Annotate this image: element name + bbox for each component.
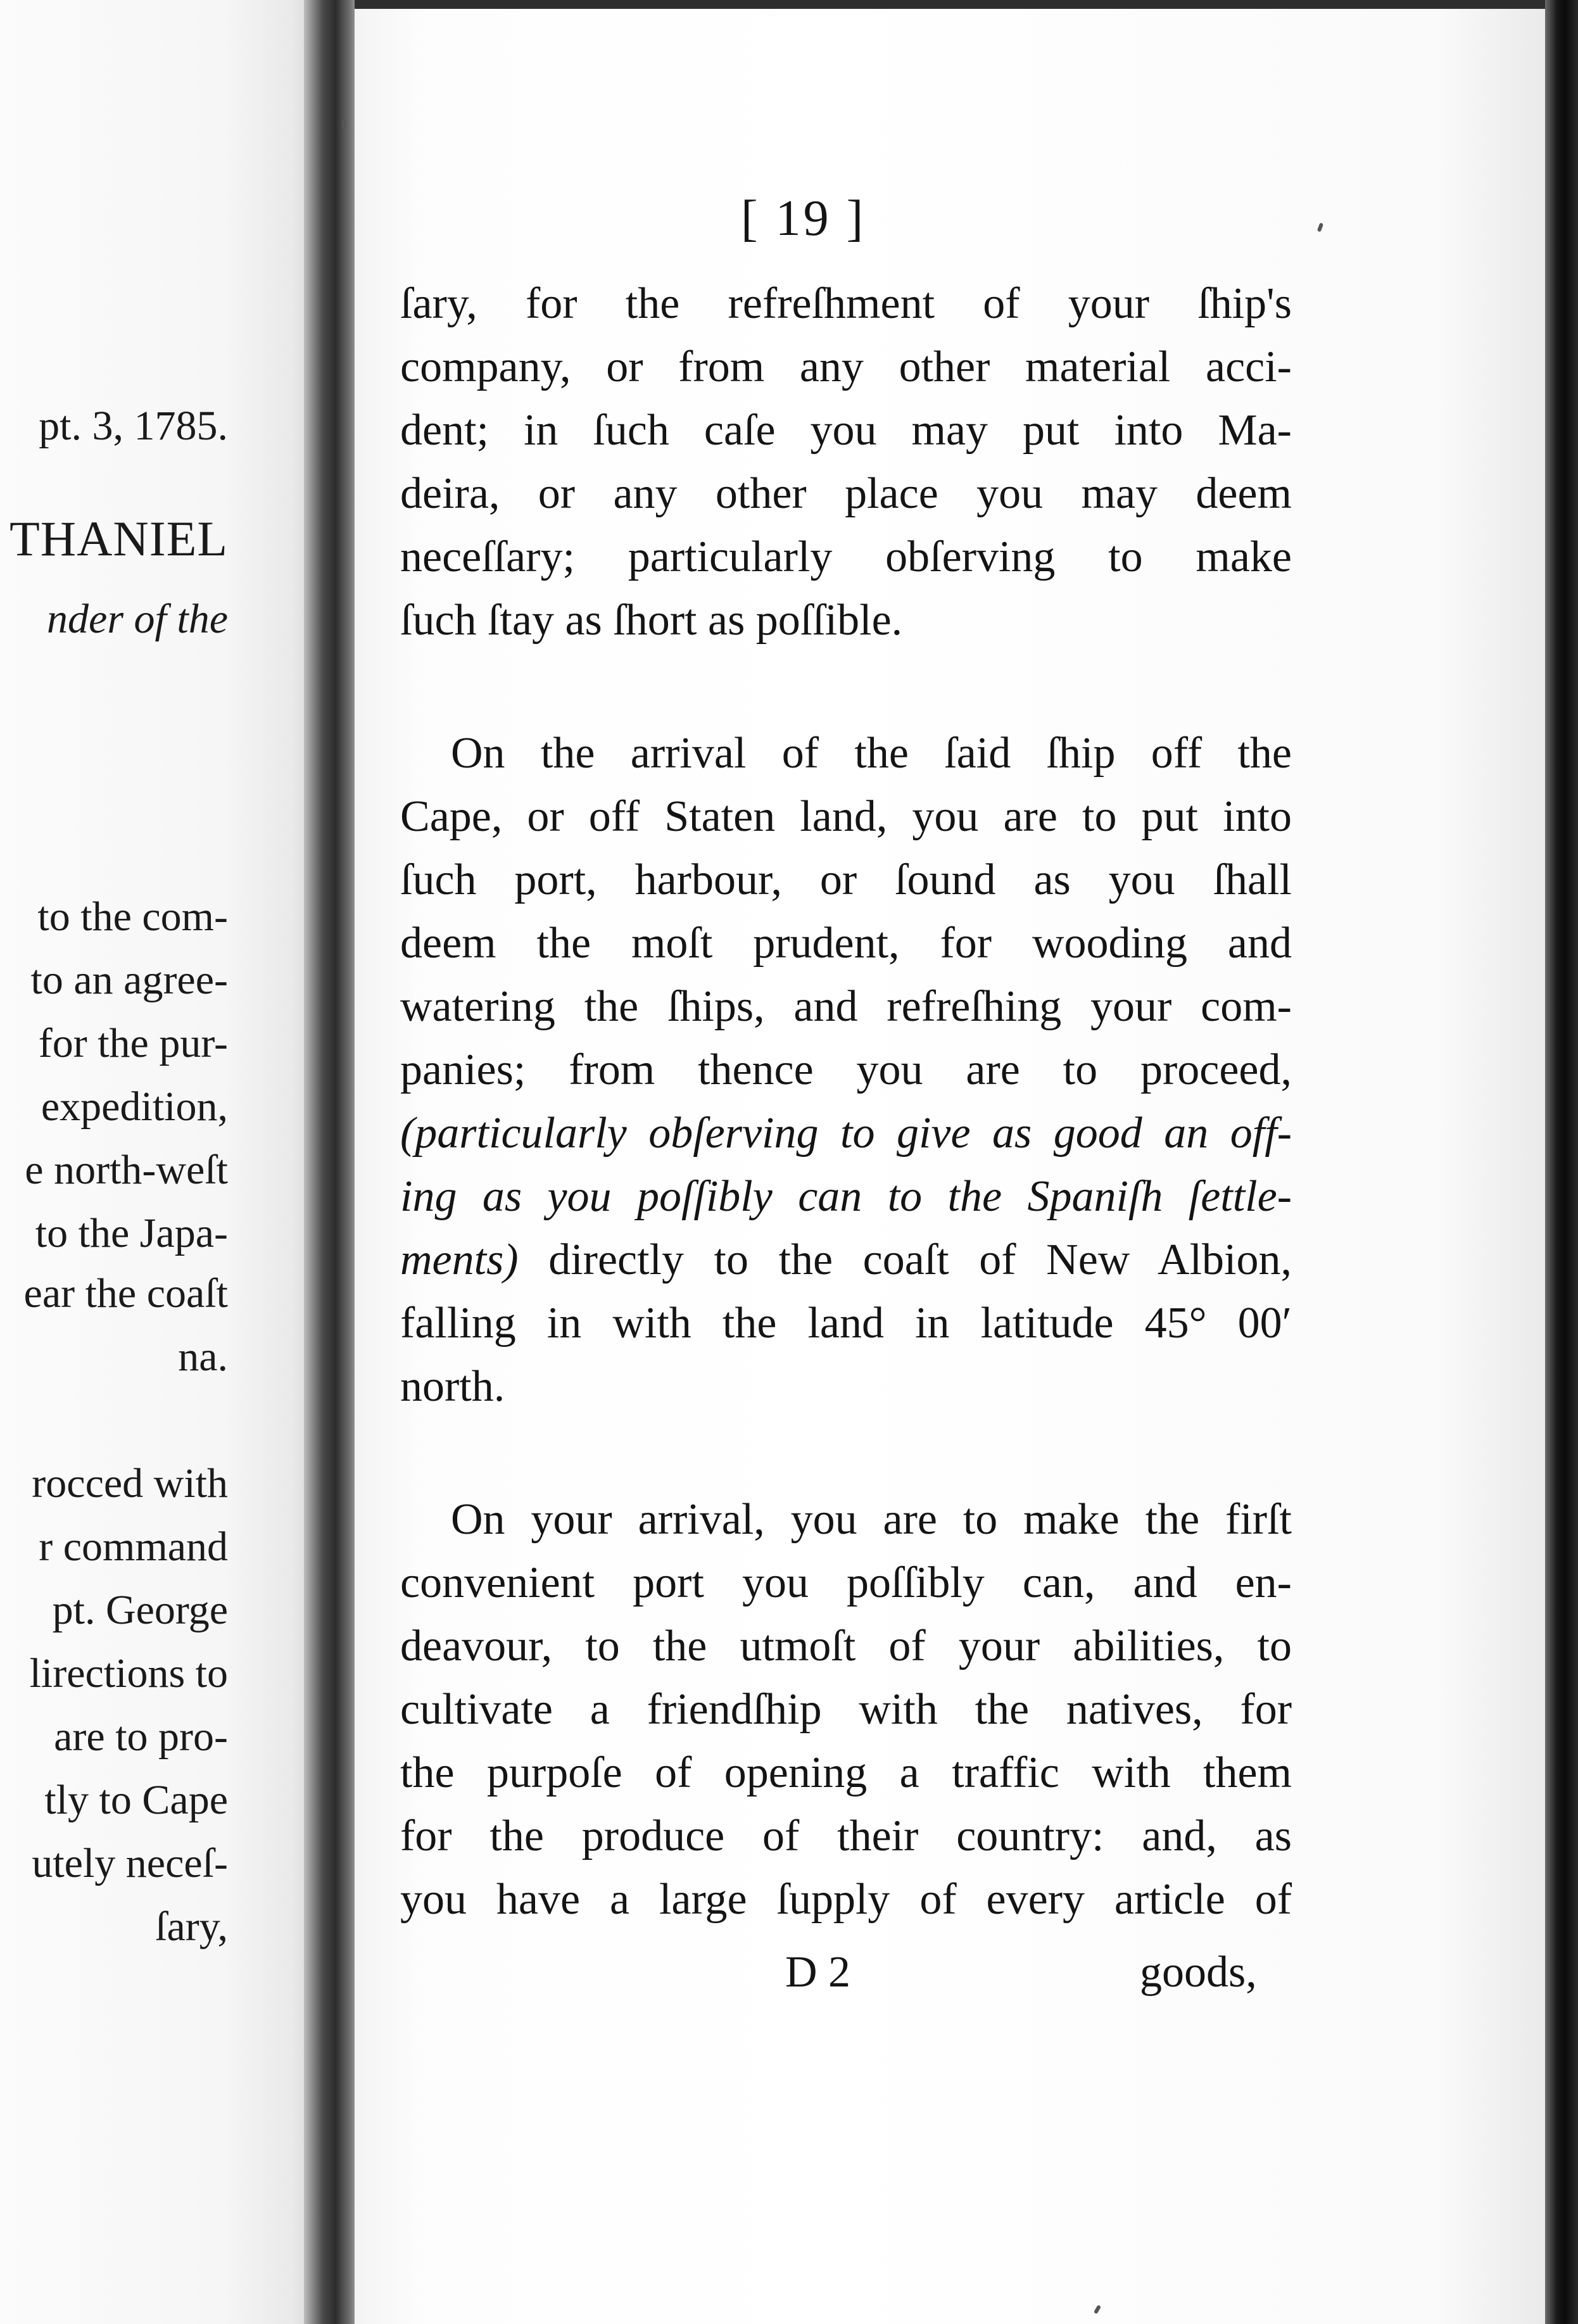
text-line: the purpoſe of opening a traffic with them: [400, 1748, 1292, 1797]
left-page-line: lirections to: [29, 1650, 228, 1696]
text-line: (particularly obſerving to give as good an off-: [400, 1109, 1292, 1158]
left-page-line: pt. George: [52, 1587, 228, 1633]
text-line: ſuch ſtay as ſhort as poſſible.: [400, 596, 903, 645]
text-line: cultivate a friendſhip with the natives, for: [400, 1685, 1292, 1734]
text-line: watering the ſhips, and refreſhing your com-: [400, 982, 1292, 1031]
signature-mark: D 2: [785, 1948, 851, 1997]
left-page-line: e north-weſt: [25, 1147, 228, 1193]
page-right-edge: [1545, 0, 1578, 2324]
text-line: Cape, or off Staten land, you are to put into: [400, 792, 1292, 841]
text-line: dent; in ſuch caſe you may put into Ma-: [400, 406, 1292, 455]
left-page-line: na.: [178, 1334, 228, 1380]
text-line: deira, or any other place you may deem: [400, 469, 1292, 518]
left-page-line: r command: [39, 1524, 228, 1570]
left-page-line: for the pur-: [38, 1020, 228, 1066]
text-line: north.: [400, 1362, 505, 1411]
text-line: for the produce of their country: and, as: [400, 1812, 1292, 1860]
text-line: panies; from thence you are to proceed,: [400, 1045, 1292, 1094]
left-page-line: expedition,: [41, 1083, 228, 1130]
text-line: you have a large ſupply of every article of: [400, 1875, 1292, 1924]
text-line: falling in with the land in latitude 45° 00′: [400, 1299, 1292, 1348]
text-line: ing as you poſſibly can to the Spaniſh ſettle-: [400, 1172, 1292, 1221]
left-page-line: ſary,: [155, 1904, 228, 1950]
text-line: neceſſary; particularly obſerving to make: [400, 533, 1292, 581]
left-page-line: tly to Cape: [44, 1777, 228, 1823]
text-line: ſuch port, harbour, or ſound as you ſhall: [400, 856, 1292, 904]
left-page-line: rocced with: [32, 1460, 228, 1506]
page-top-edge: [355, 0, 1551, 9]
text-line: company, or from any other material acci-: [400, 343, 1292, 391]
text-line: On your arrival, you are to make the firſt: [451, 1495, 1292, 1544]
text-line: deem the moſt prudent, for wooding and: [400, 919, 1292, 968]
left-page-line: nder of the: [47, 596, 228, 642]
ink-speck: [342, 120, 346, 129]
text-line: convenient port you poſſibly can, and en-: [400, 1558, 1292, 1607]
left-page-line: pt. 3, 1785.: [39, 403, 228, 449]
left-page-line: ear the coaſt: [23, 1270, 228, 1317]
left-page-line: THANIEL: [9, 511, 228, 566]
text-line: [400, 1235, 1292, 1284]
text-fragment: directly to the coaſt of New Albion,: [518, 1235, 1292, 1284]
text-line: deavour, to the utmoſt of your abilities, to: [400, 1622, 1292, 1670]
left-page-line: utely neceſ-: [32, 1840, 228, 1886]
left-facing-page: [0, 0, 320, 2324]
italic-fragment: ments): [400, 1235, 519, 1284]
catchword: goods,: [1140, 1948, 1257, 1997]
text-line: On the arrival of the ſaid ſhip off the: [451, 729, 1292, 778]
left-page-line: are to pro-: [54, 1714, 228, 1760]
left-page-line: to the Japa-: [35, 1210, 228, 1256]
page-number: [ 19 ]: [741, 191, 866, 246]
left-page-line: to an agree-: [30, 957, 228, 1003]
text-line: ſary, for the refreſhment of your ſhip's: [400, 279, 1292, 328]
left-page-line: to the com-: [37, 894, 228, 940]
